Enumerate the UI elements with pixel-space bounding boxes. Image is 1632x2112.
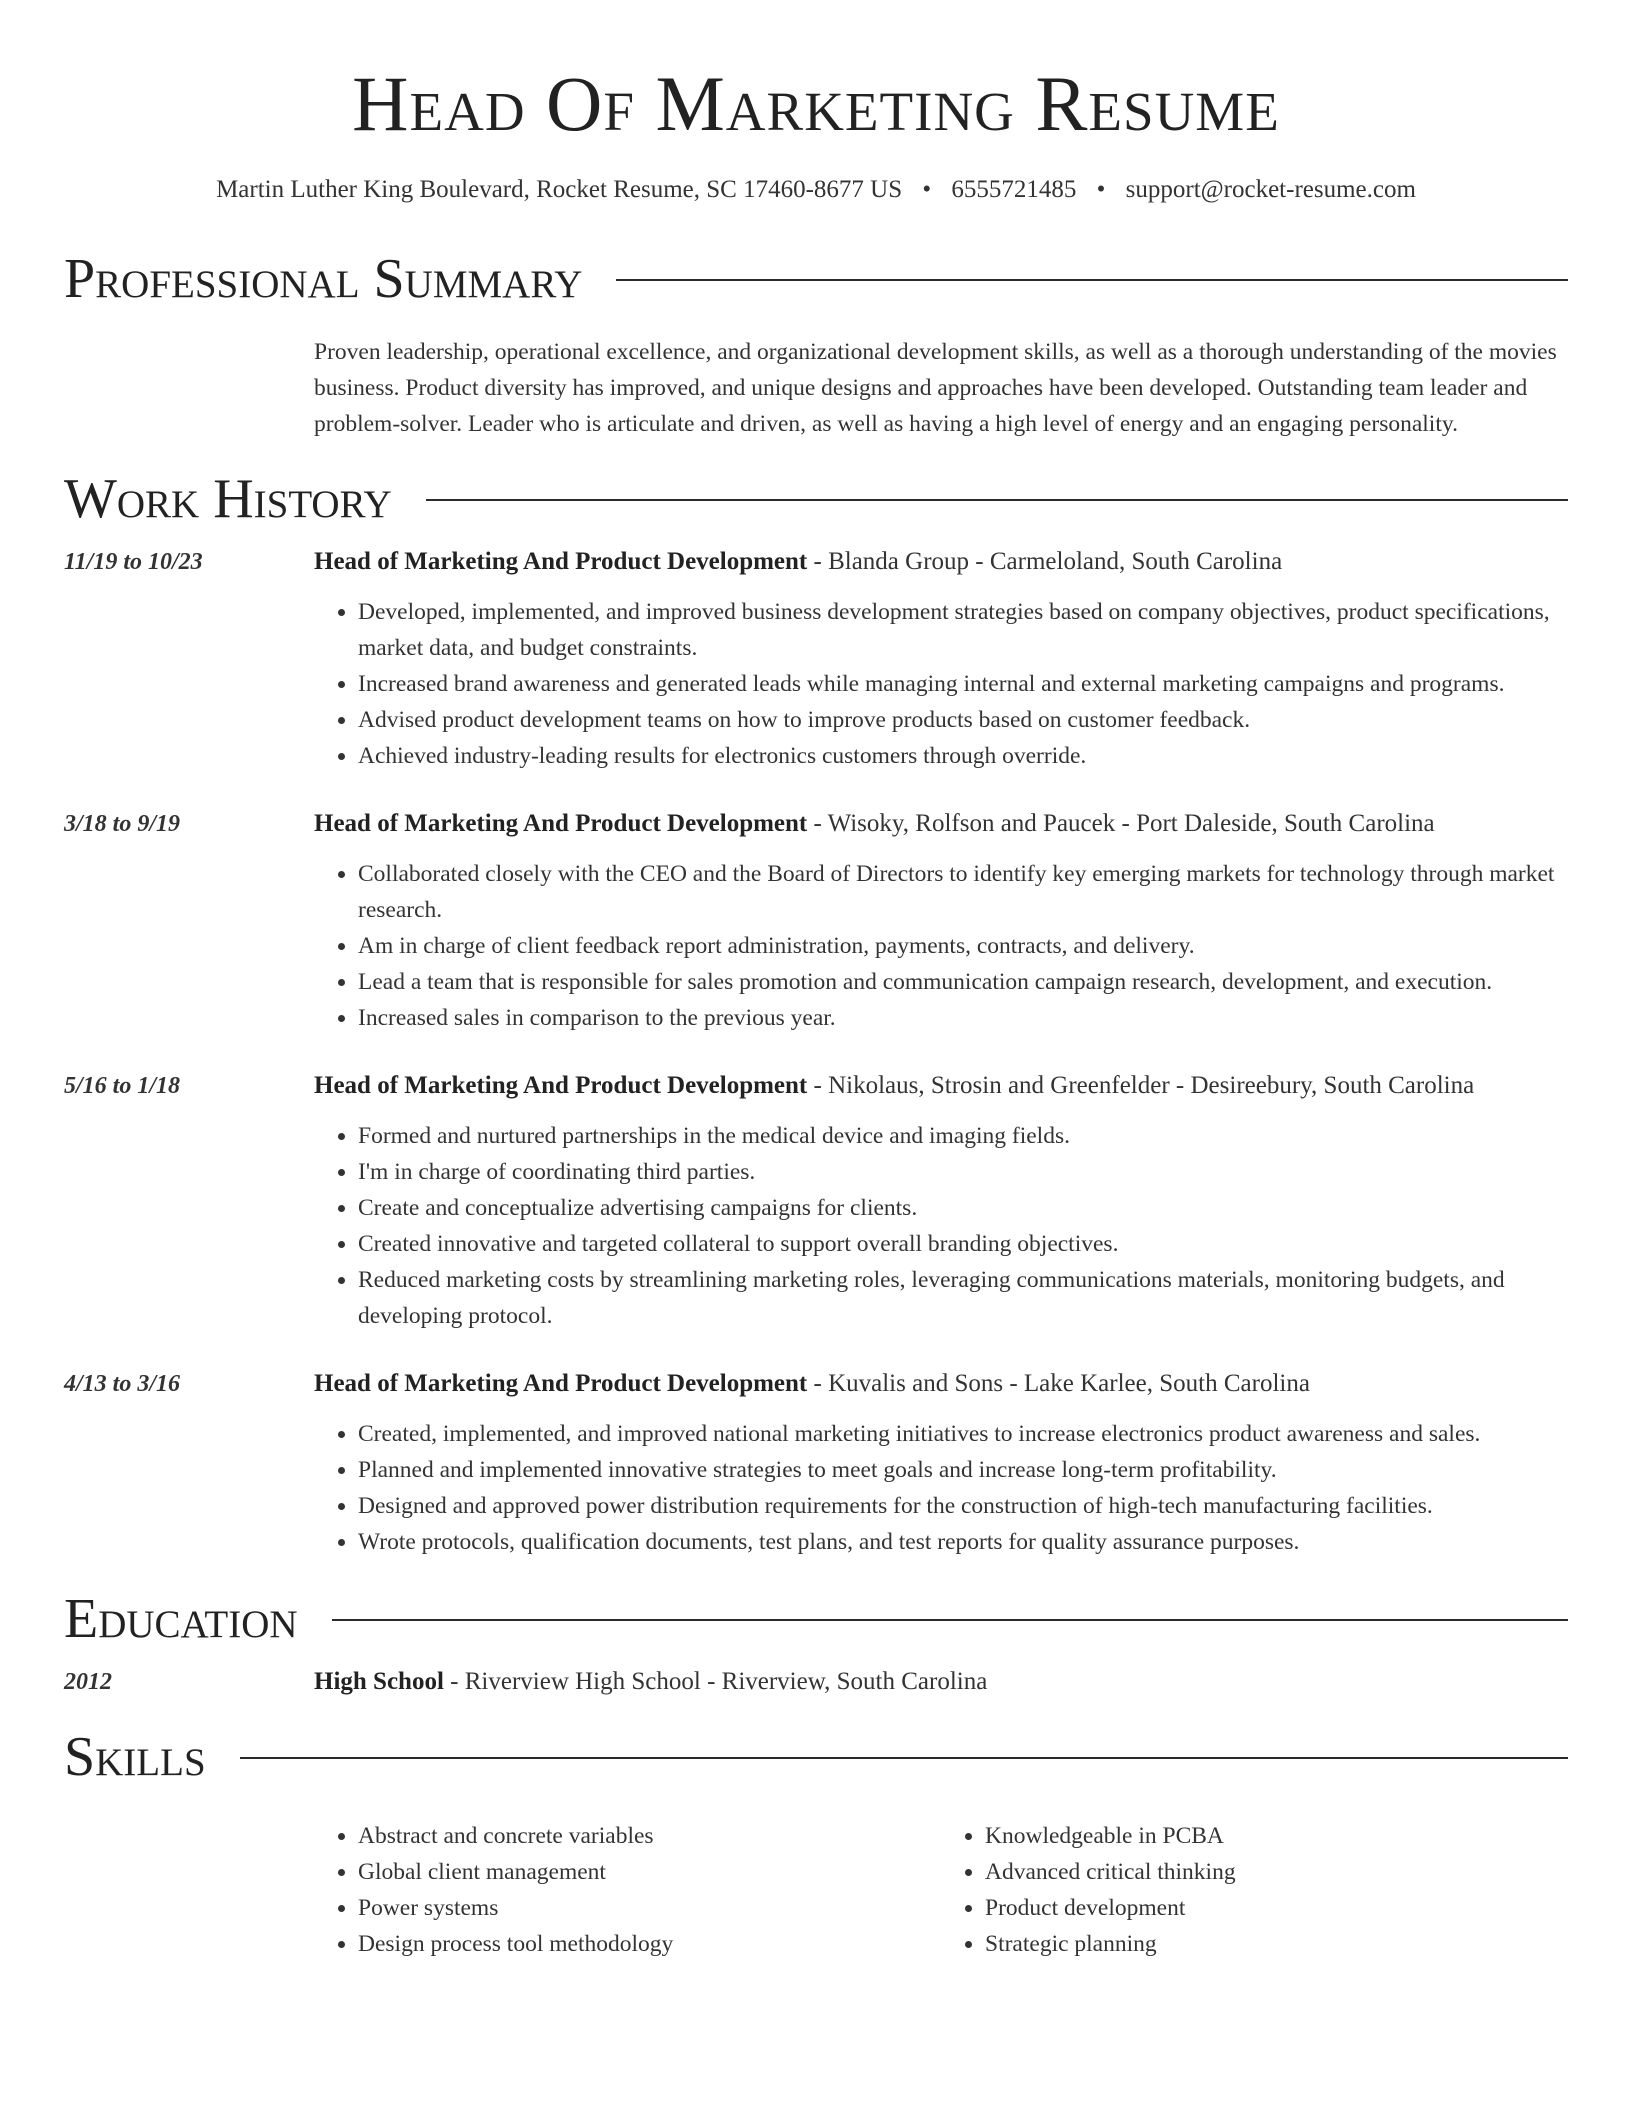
contact-line [64,172,1568,208]
job-bullets [314,856,1568,1036]
job-title: Head of Marketing And Product Development [314,1370,808,1397]
skill-item: • Knowledgeable in PCBA [985,1818,1568,1854]
section-divider [240,1757,1568,1759]
job-title: Head of Marketing And Product Development [314,810,808,837]
job-bullet: • Am in charge of client feedback report administration, payments, contracts, and delivery. [358,928,1568,964]
job-details: - Wisoky, Rolfson and Paucek - Port Daleside, South Carolina [807,810,1435,837]
skill-item: • Power systems [358,1890,941,1926]
education-degree: High School [314,1668,444,1695]
skill-item: • Global client management [358,1854,941,1890]
job-heading [314,806,1568,842]
job-bullet: • I'm in charge of coordinating third parties. [358,1154,1568,1190]
contact-separator: • [922,176,932,203]
job-dates: 3/18 to 9/19 [64,811,181,837]
summary-text: Proven leadership, operational excellence, and organizational development skills, as well as a thorough understanding of the movies business. Product diversity has improved, and unique designs and approaches have been developed. Outstanding team leader and problem-solver. Leader who is articulate and driven, as well as having a high level of energy and an engaging personality. [314,339,1557,437]
resume-title: Head Of Marketing Resume [352,60,1280,147]
section-heading-summary: Professional Summary [64,248,583,310]
job-entry [64,806,1568,1036]
education-details: - Riverview High School - Riverview, South Carolina [443,1668,988,1695]
job-bullet: • Increased brand awareness and generated leads while managing internal and external marketing campaigns and programs. [358,666,1568,702]
job-details: - Blanda Group - Carmeloland, South Carolina [807,548,1283,575]
job-dates: 5/16 to 1/18 [64,1073,181,1099]
job-bullet: • Reduced marketing costs by streamlining marketing roles, leveraging communications materials, monitoring budgets, and developing protocol. [358,1262,1568,1334]
section-heading-education: Education [64,1588,298,1650]
section-heading-skills: Skills [64,1726,206,1788]
education-year: 2012 [64,1669,112,1695]
job-title: Head of Marketing And Product Development [314,548,808,575]
skills-list [314,1818,1568,1962]
section-work-header [64,468,1568,530]
job-bullets [314,1416,1568,1560]
skill-item: • Advanced critical thinking [985,1854,1568,1890]
contact-email: support@rocket-resume.com [1125,176,1416,203]
contact-separator: • [1096,176,1106,203]
section-education-header [64,1588,1568,1650]
job-bullet: • Achieved industry-leading results for electronics customers through override. [358,738,1568,774]
job-entry [64,1068,1568,1334]
job-bullet: • Collaborated closely with the CEO and the Board of Directors to identify key emerging markets for technology through market research. [358,856,1568,928]
education-entry [64,1664,1568,1700]
job-bullets [314,594,1568,774]
job-dates: 4/13 to 3/16 [64,1371,181,1397]
section-heading-work: Work History [64,468,392,530]
section-divider [616,279,1568,281]
job-bullet: • Advised product development teams on how to improve products based on customer feedback. [358,702,1568,738]
job-entry [64,1366,1568,1560]
job-bullet: • Create and conceptualize advertising campaigns for clients. [358,1190,1568,1226]
job-bullet: • Developed, implemented, and improved business development strategies based on company objectives, product specifications, market data, and budget constraints. [358,594,1568,666]
skills-column-2 [941,1818,1568,1962]
contact-phone: 6555721485 [951,176,1077,203]
job-bullet: • Created innovative and targeted collateral to support overall branding objectives. [358,1226,1568,1262]
job-bullet: • Formed and nurtured partnerships in the medical device and imaging fields. [358,1118,1568,1154]
job-bullet: • Designed and approved power distribution requirements for the construction of high-tech manufacturing facilities. [358,1488,1568,1524]
work-history-list [64,544,1568,1560]
section-divider [332,1619,1568,1621]
job-bullet: • Wrote protocols, qualification documents, test plans, and test reports for quality assurance purposes. [358,1524,1568,1560]
contact-address: Martin Luther King Boulevard, Rocket Resume, SC 17460-8677 US [216,176,903,203]
job-bullet: • Increased sales in comparison to the previous year. [358,1000,1568,1036]
skill-item: • Abstract and concrete variables [358,1818,941,1854]
skill-item: • Design process tool methodology [358,1926,941,1962]
job-heading [314,1366,1568,1402]
job-heading [314,1068,1568,1104]
section-divider [426,499,1568,501]
section-summary-header [64,248,1568,310]
job-dates: 11/19 to 10/23 [64,549,203,575]
section-skills-header [64,1726,1568,1788]
job-title: Head of Marketing And Product Development [314,1072,808,1099]
education-heading [314,1664,1568,1700]
job-bullet: • Created, implemented, and improved national marketing initiatives to increase electronics product awareness and sales. [358,1416,1568,1452]
job-bullet: • Planned and implemented innovative strategies to meet goals and increase long-term profitability. [358,1452,1568,1488]
skills-column-1 [314,1818,941,1962]
job-entry [64,544,1568,774]
skill-item: • Strategic planning [985,1926,1568,1962]
skill-item: • Product development [985,1890,1568,1926]
job-heading [314,544,1568,580]
job-bullets [314,1118,1568,1334]
job-bullet: • Lead a team that is responsible for sales promotion and communication campaign research, development, and execution. [358,964,1568,1000]
job-details: - Nikolaus, Strosin and Greenfelder - Desireebury, South Carolina [807,1072,1475,1099]
job-details: - Kuvalis and Sons - Lake Karlee, South Carolina [807,1370,1310,1397]
